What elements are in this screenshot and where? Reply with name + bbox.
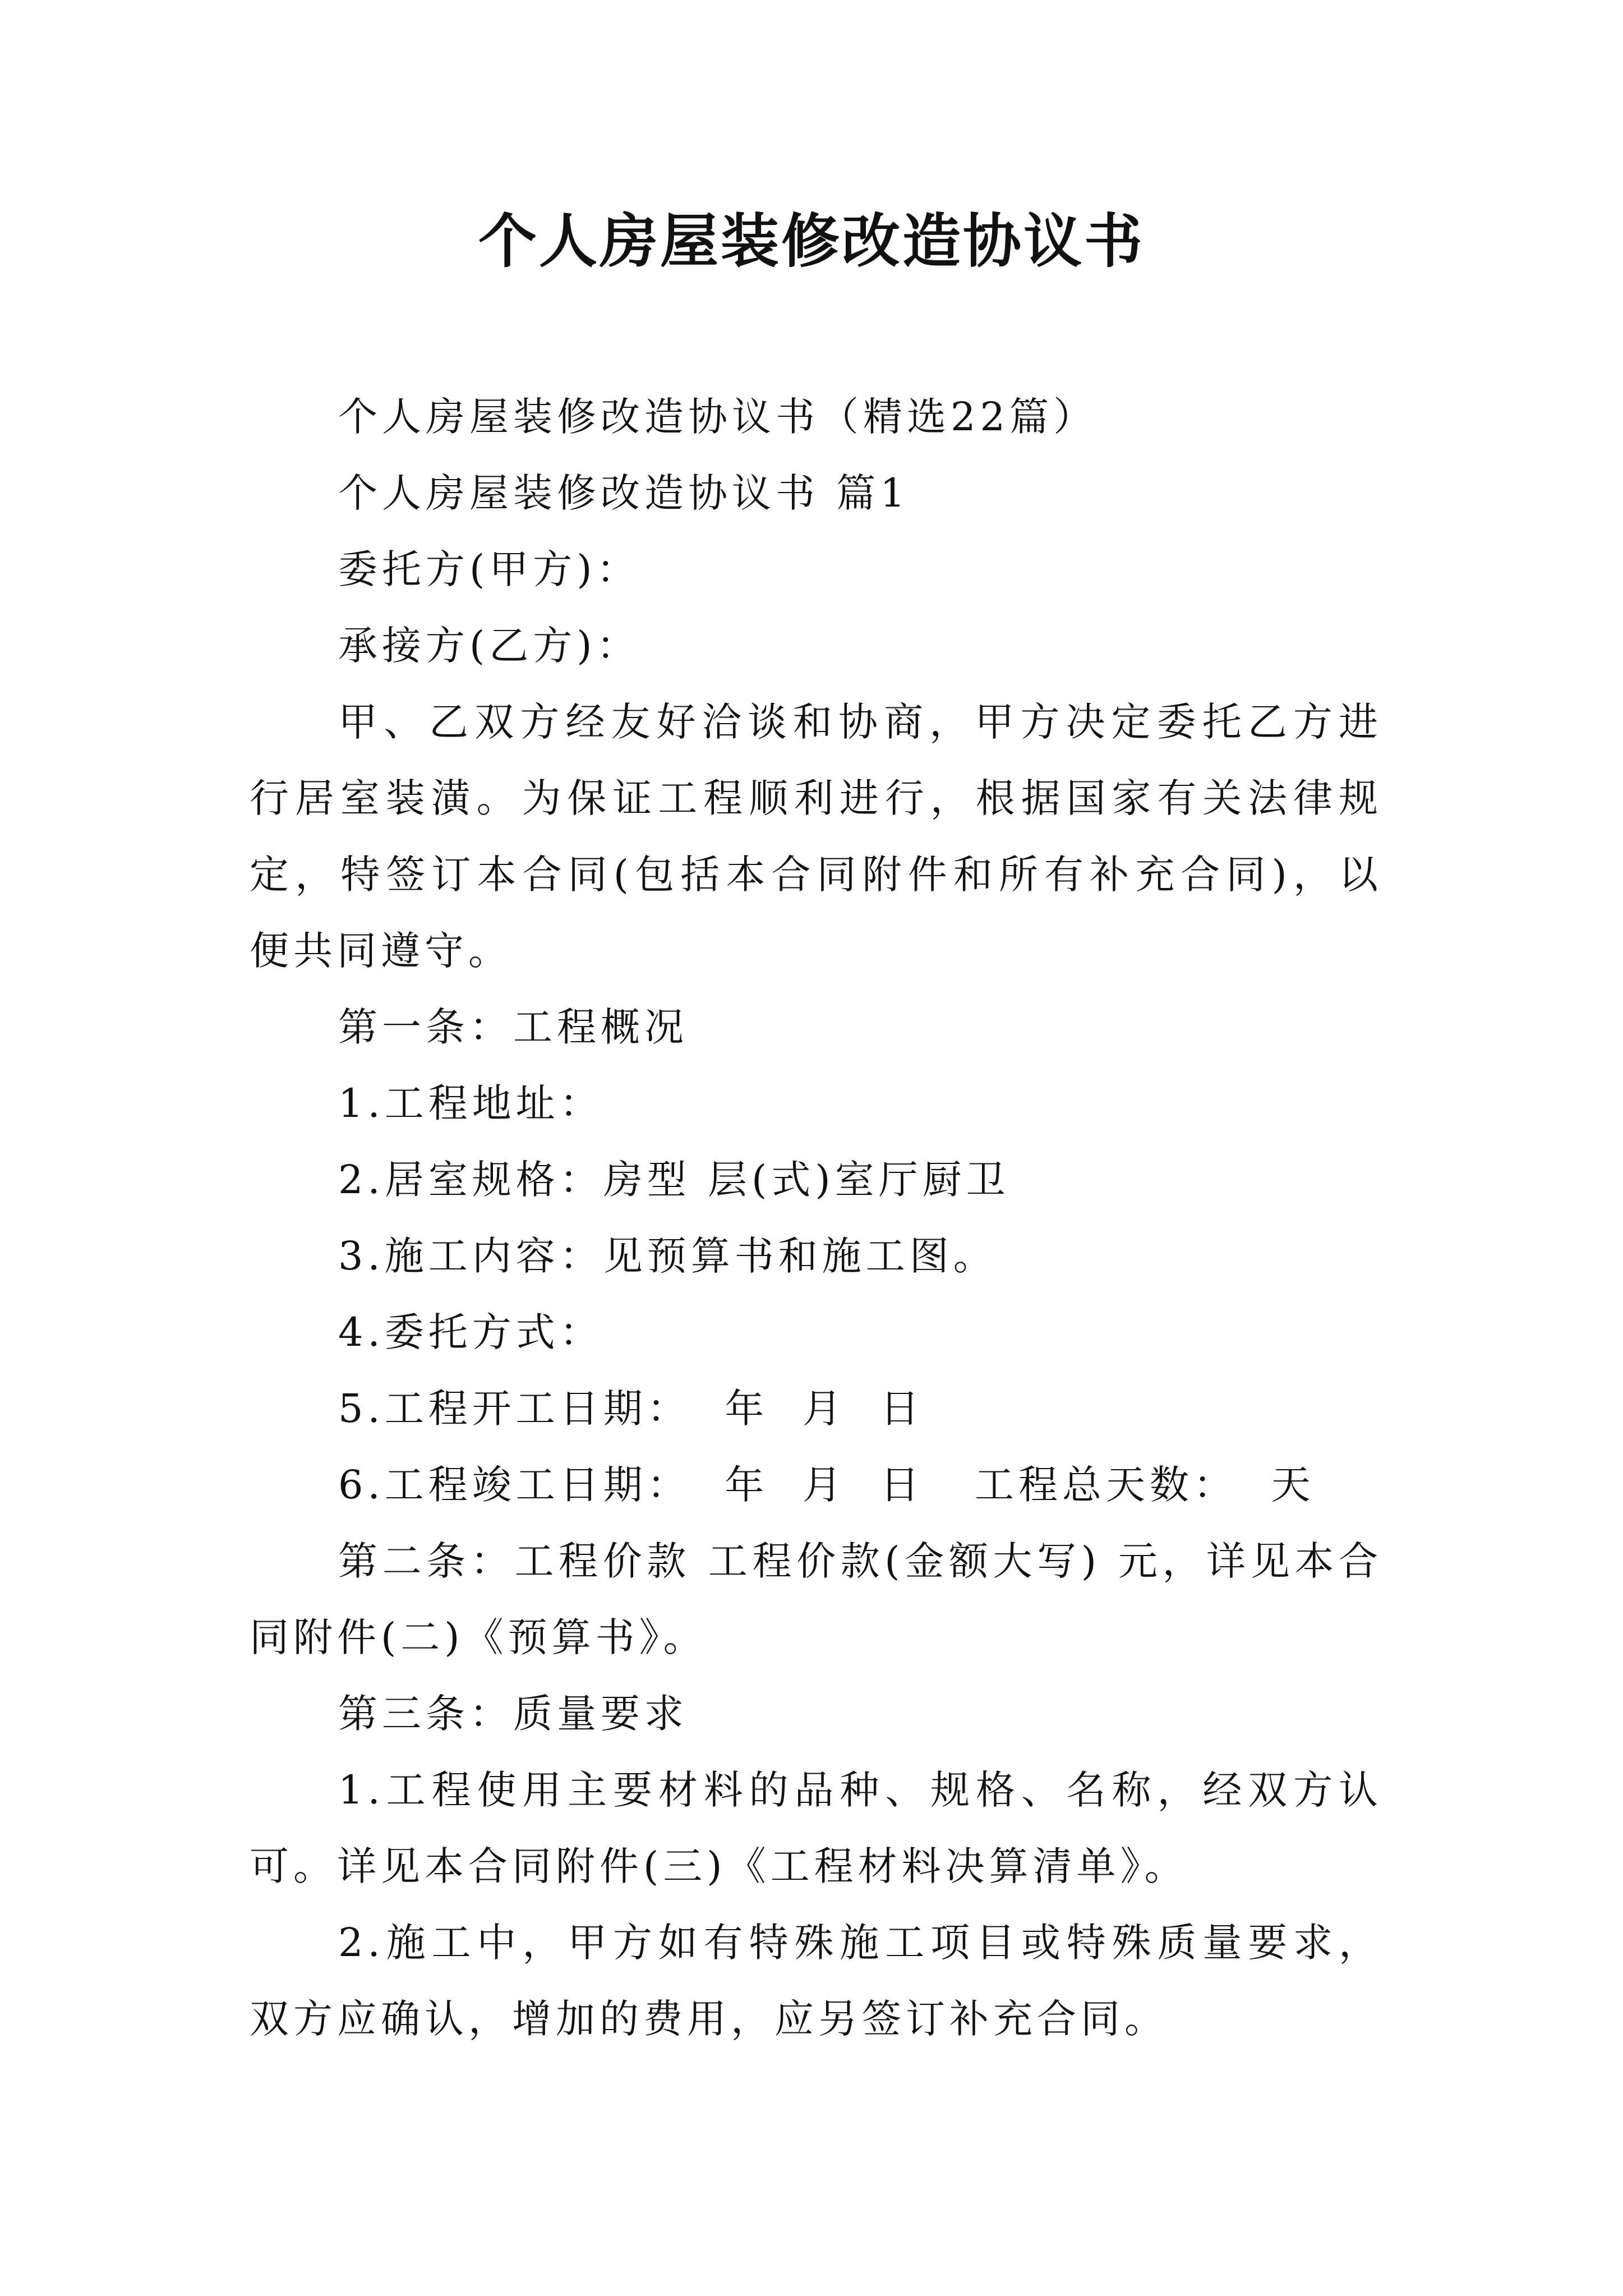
paragraph-clause-3-item-1: 1.工程使用主要材料的品种、规格、名称，经双方认可。详见本合同附件(三)《工程材料决算清单》。 <box>250 1767 1382 1889</box>
paragraph-clause-1-heading: 第一条：工程概况 <box>338 1004 688 1050</box>
paragraph-party-b: 承接方(乙方)： <box>338 623 640 669</box>
document-body <box>250 379 1382 2057</box>
paragraph-preamble: 甲、乙双方经友好洽谈和协商，甲方决定委托乙方进行居室装潢。为保证工程顺利进行，根据国家有关法律规定，特签订本合同(包括本合同附件和所有补充合同)，以便共同遵守。 <box>250 699 1382 974</box>
paragraph-article-heading: 个人房屋装修改造协议书 篇1 <box>338 470 910 516</box>
paragraph-collection-title: 个人房屋装修改造协议书（精选22篇） <box>338 394 1098 440</box>
paragraph-clause-3-item-2: 2.施工中，甲方如有特殊施工项目或特殊质量要求，双方应确认，增加的费用，应另签订补充合同。 <box>250 1920 1382 2042</box>
paragraph-clause-2: 第二条：工程价款 工程价款(金额大写) 元，详见本合同附件(二)《预算书》。 <box>250 1538 1382 1660</box>
paragraph-clause-1-item-5: 5.工程开工日期： 年 月 日 <box>338 1386 924 1432</box>
paragraph-party-a: 委托方(甲方)： <box>338 546 640 592</box>
paragraph-clause-3-heading: 第三条：质量要求 <box>338 1691 688 1737</box>
paragraph-clause-1-item-2: 2.居室规格：房型 层(式)室厅厨卫 <box>338 1157 1010 1203</box>
paragraph-clause-1-item-6: 6.工程竣工日期： 年 月 日 工程总天数： 天 <box>338 1462 1315 1508</box>
paragraph-clause-1-item-3: 3.施工内容：见预算书和施工图。 <box>338 1233 997 1279</box>
paragraph-clause-1-item-4: 4.委托方式： <box>338 1309 603 1355</box>
paragraph-clause-1-item-1: 1.工程地址： <box>338 1080 603 1126</box>
document-title: 个人房屋装修改造协议书 <box>478 207 1145 275</box>
